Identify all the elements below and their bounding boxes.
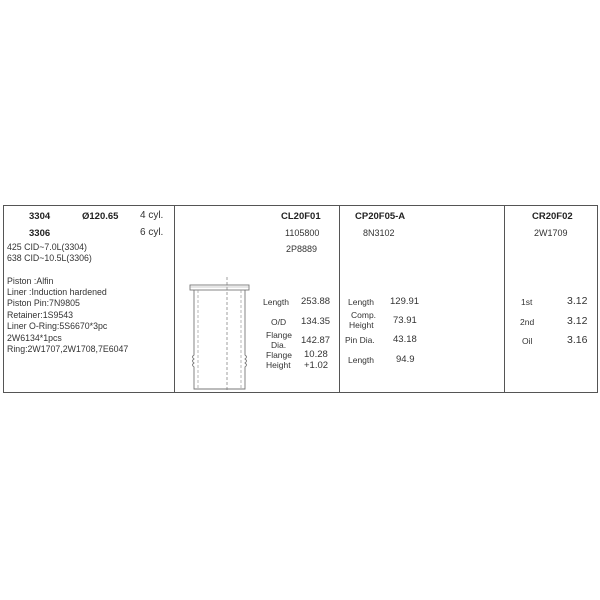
ring-1st-value: 3.12 — [567, 295, 588, 307]
liner-flange-dia-value: 142.87 — [301, 335, 331, 346]
bore-diameter: Ø120.65 — [82, 211, 119, 222]
liner-length-label: Length — [263, 297, 289, 307]
liner-flange-height-value: 10.28 — [304, 349, 328, 360]
piston-comp-height-label-1: Comp. — [351, 310, 377, 320]
spec-o-ring-extra: 2W6134*1pcs — [7, 333, 62, 343]
ring-set-code: CR20F02 — [532, 211, 573, 222]
displacement-2: 638 CID~10.5L(3306) — [7, 253, 92, 263]
spec-retainer: Retainer:1S9543 — [7, 310, 74, 320]
spec-piston: Piston :Alfin — [7, 276, 54, 286]
piston-column — [340, 206, 505, 392]
pin-length-value: 94.9 — [396, 354, 415, 365]
spec-rings: Ring:2W1707,2W1708,7E6047 — [7, 344, 129, 354]
liner-flange-height-label-1: Flange — [266, 350, 292, 360]
piston-length-value: 129.91 — [390, 296, 420, 307]
spec-piston-pin: Piston Pin:7N9805 — [7, 298, 80, 308]
spec-liner-o-ring: Liner O-Ring:5S6670*3pc — [7, 321, 108, 331]
cylinder-liner-drawing-icon — [186, 277, 256, 392]
liner-part-1: 1105800 — [285, 228, 320, 238]
parts-spec-table — [3, 205, 598, 393]
pin-length-label: Length — [348, 355, 374, 365]
liner-length-value: 253.88 — [301, 296, 331, 307]
liner-flange-height-label-2: Height — [266, 360, 291, 370]
piston-length-label: Length — [348, 297, 374, 307]
ring-2nd-value: 3.12 — [567, 315, 588, 327]
liner-part-2: 2P8889 — [286, 244, 318, 254]
piston-part-1: 8N3102 — [363, 228, 395, 238]
rings-column — [505, 206, 597, 392]
ring-2nd-label: 2nd — [520, 317, 535, 327]
piston-code: CP20F05-A — [355, 211, 406, 222]
cylinder-count-2: 6 cyl. — [140, 227, 164, 238]
engine-model-1: 3304 — [29, 211, 51, 222]
ring-oil-value: 3.16 — [567, 334, 588, 346]
engine-info-column — [4, 206, 175, 392]
pin-dia-value: 43.18 — [393, 334, 417, 345]
pin-dia-label: Pin Dia. — [345, 335, 375, 345]
ring-1st-label: 1st — [521, 297, 533, 307]
liner-flange-dia-label-2: Dia. — [271, 340, 287, 350]
liner-od-value: 134.35 — [301, 316, 331, 327]
piston-comp-height-label-2: Height — [349, 320, 374, 330]
displacement-1: 425 CID~7.0L(3304) — [7, 242, 87, 252]
ring-oil-label: Oil — [522, 336, 533, 346]
spec-liner: Liner :Induction hardened — [7, 287, 107, 297]
cylinder-count-1: 4 cyl. — [140, 210, 164, 221]
engine-model-2: 3306 — [29, 228, 51, 239]
liner-od-label: O/D — [271, 317, 287, 327]
liner-flange-dia-label-1: Flange — [266, 330, 292, 340]
liner-column — [175, 206, 339, 392]
liner-flange-height-tolerance: +1.02 — [304, 360, 329, 371]
liner-code: CL20F01 — [281, 211, 321, 222]
piston-comp-height-value: 73.91 — [393, 315, 417, 326]
ring-set-part-1: 2W1709 — [534, 228, 568, 238]
